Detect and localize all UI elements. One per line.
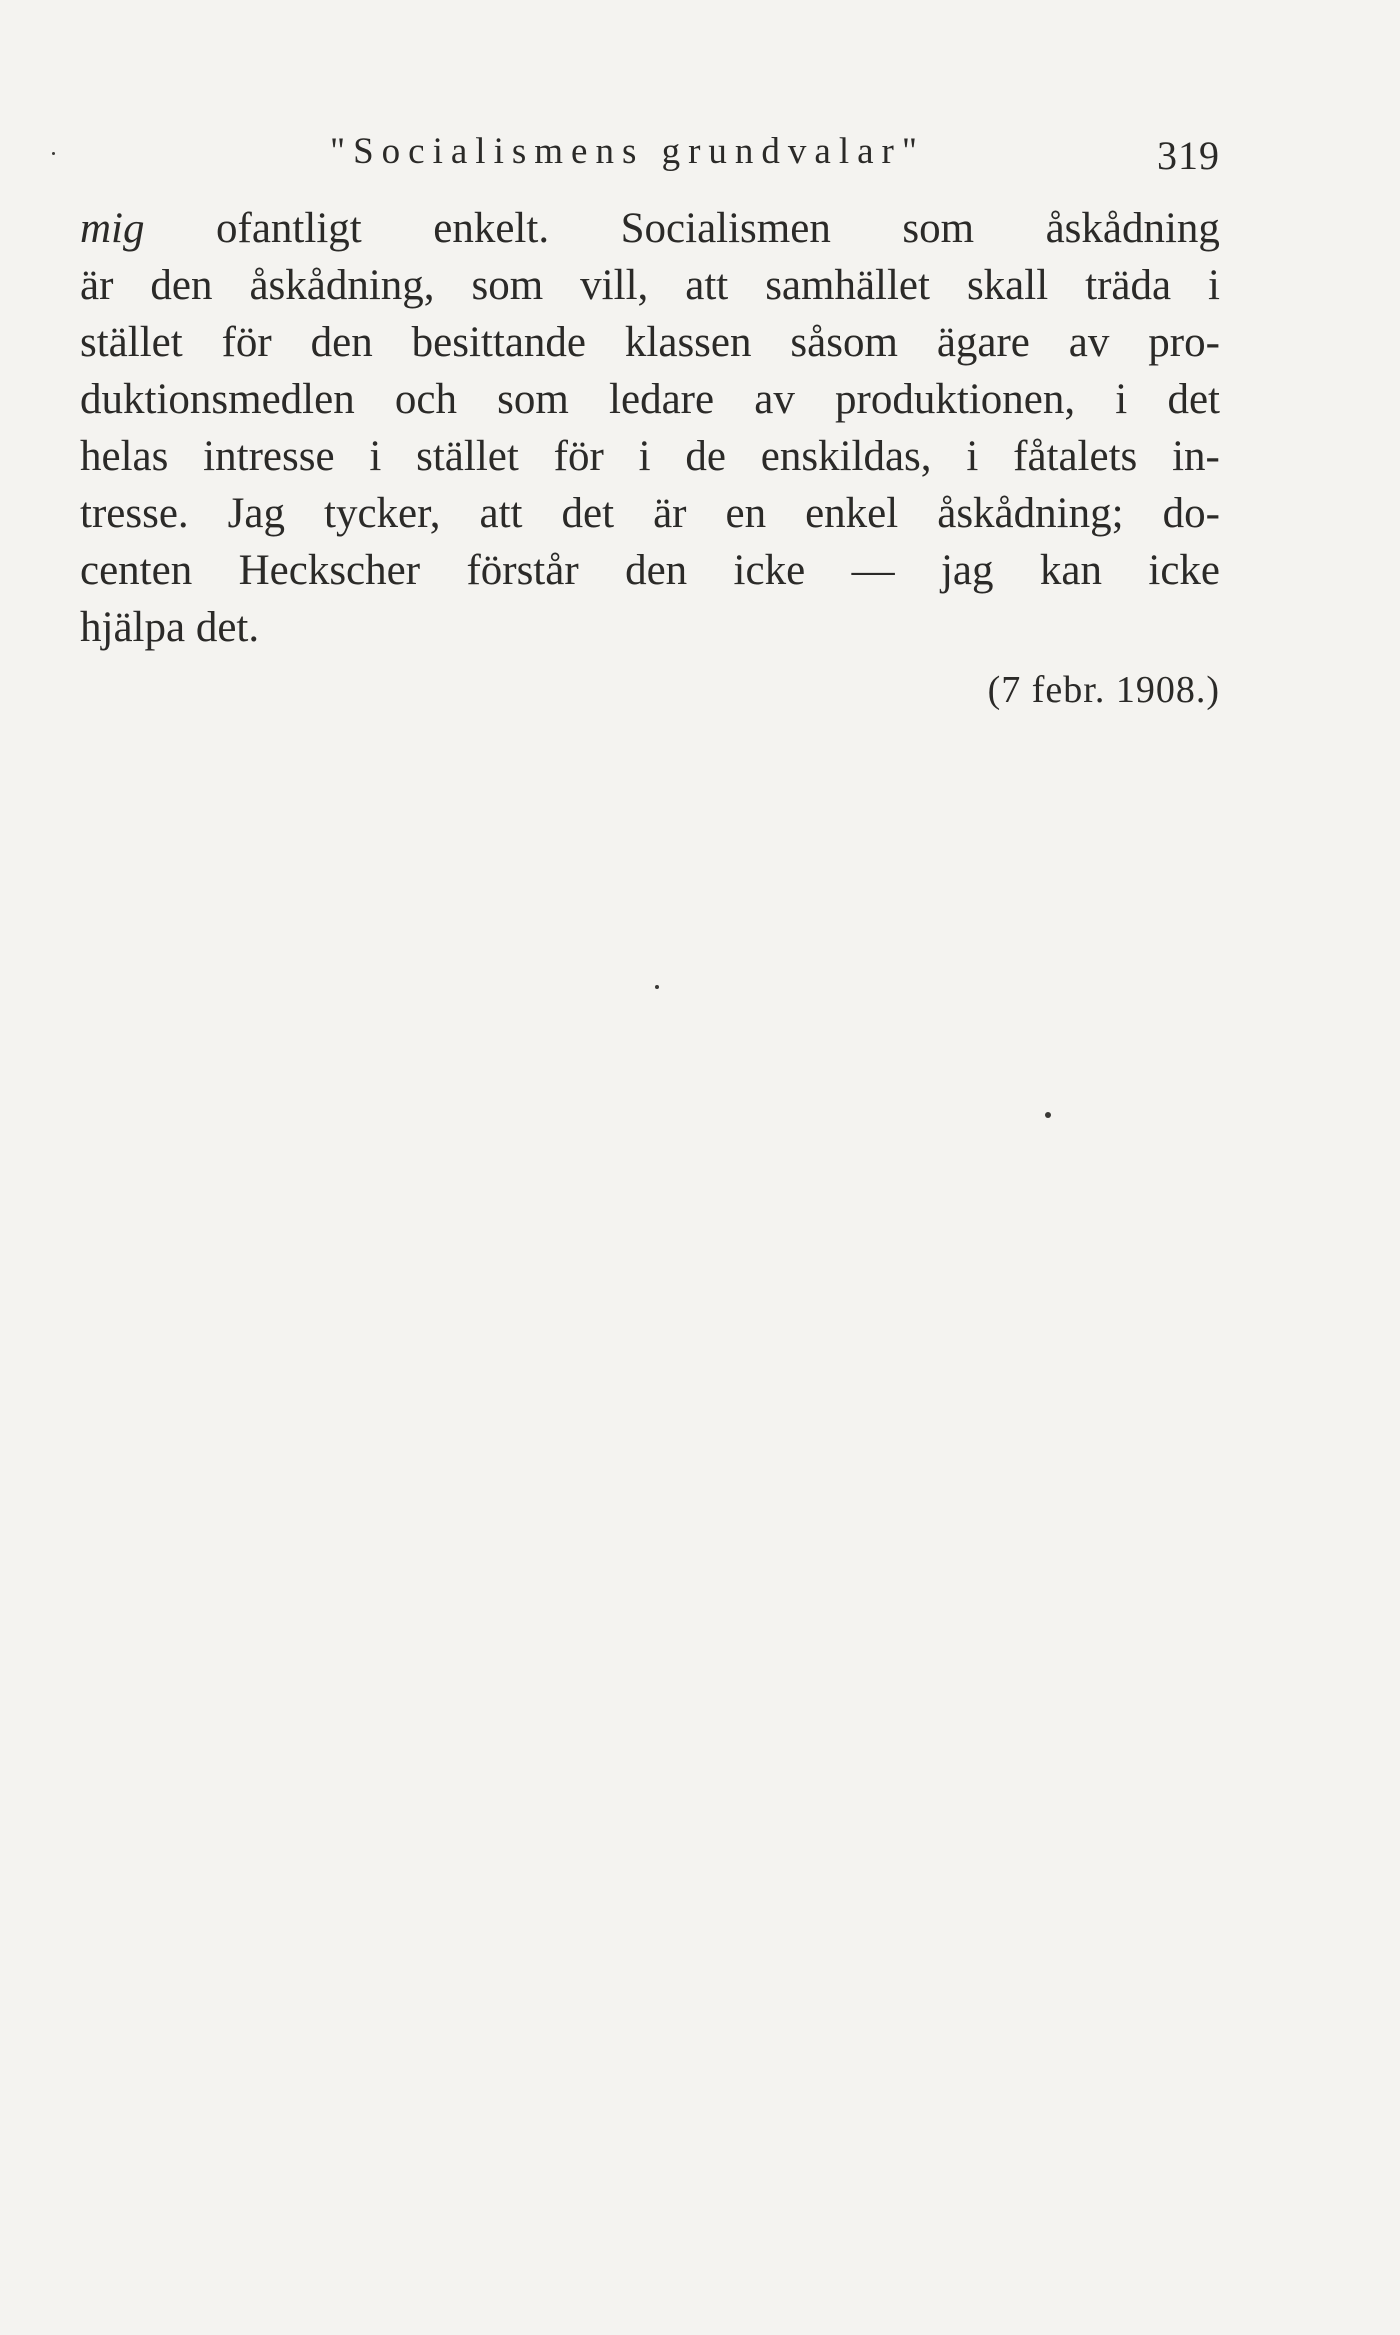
word: in- (1172, 433, 1220, 480)
word: tresse. (80, 490, 189, 537)
word: i (1208, 262, 1220, 309)
word: duktionsmedlen (80, 376, 355, 423)
word: det (1167, 376, 1220, 423)
word: vill, (580, 262, 649, 309)
word: samhället (765, 262, 930, 309)
word: av (754, 376, 795, 423)
word: mig (80, 205, 145, 252)
word: åskådning (1045, 205, 1220, 252)
word: Jag (227, 490, 285, 537)
word: do- (1162, 490, 1220, 537)
word: att (685, 262, 729, 309)
word: den (310, 319, 373, 366)
running-title: "Socialismens grundvalar" (330, 131, 925, 172)
word: Socialismen (620, 205, 831, 252)
word: åskådning, (249, 262, 435, 309)
word: produktionen, (835, 376, 1076, 423)
word: av (1068, 319, 1110, 366)
word: det (561, 490, 615, 537)
word: enkelt. (433, 205, 550, 252)
word: enskildas, (760, 433, 932, 480)
word: åskådning; (937, 490, 1124, 537)
word: — (851, 547, 895, 594)
word: som (497, 376, 569, 423)
word: förstår (466, 547, 579, 594)
word: klassen (624, 319, 752, 366)
word: intresse (203, 433, 335, 480)
word: skall (966, 262, 1049, 309)
word: för (221, 319, 272, 366)
word: för (553, 433, 604, 480)
word: träda (1085, 262, 1172, 309)
word: som (471, 262, 544, 309)
text-line (80, 200, 1220, 257)
word: är (80, 262, 114, 309)
running-head (80, 118, 1220, 178)
word: en (725, 490, 767, 537)
paper-speck (1045, 1112, 1051, 1118)
page-number: 319 (1157, 133, 1220, 178)
word: stället (416, 433, 519, 480)
dateline: (7 febr. 1908.) (987, 669, 1220, 711)
word: den (150, 262, 213, 309)
word: är (653, 490, 687, 537)
word: centen (80, 547, 193, 594)
paper-speck (655, 985, 659, 989)
word: i (966, 433, 979, 480)
word: Heckscher (238, 547, 421, 594)
last-line-text: hjälpa det. (80, 604, 260, 651)
word: ledare (609, 376, 715, 423)
word: icke (733, 547, 806, 594)
word: jag (940, 547, 994, 594)
word: tycker, (324, 490, 441, 537)
word: kan (1039, 547, 1102, 594)
word: som (902, 205, 975, 252)
word: enkel (805, 490, 899, 537)
text-line (80, 542, 1220, 599)
text-line (80, 371, 1220, 428)
word: besittande (411, 319, 586, 366)
word: i (369, 433, 382, 480)
word: såsom (790, 319, 898, 366)
word: pro- (1148, 319, 1220, 366)
body-text (80, 200, 1220, 656)
word: den (625, 547, 688, 594)
text-line (80, 428, 1220, 485)
word: ofantligt (216, 205, 362, 252)
word: i (638, 433, 651, 480)
word: fåtalets (1013, 433, 1138, 480)
word: icke (1148, 547, 1220, 594)
word: i (1115, 376, 1128, 423)
word: stället (80, 319, 183, 366)
word: helas (80, 433, 169, 480)
word: de (685, 433, 726, 480)
word: ägare (936, 319, 1030, 366)
paper-speck (52, 152, 55, 155)
text-line (80, 257, 1220, 314)
word: och (394, 376, 457, 423)
word: att (479, 490, 523, 537)
text-line (80, 314, 1220, 371)
text-line (80, 485, 1220, 542)
text-line (80, 599, 1220, 656)
